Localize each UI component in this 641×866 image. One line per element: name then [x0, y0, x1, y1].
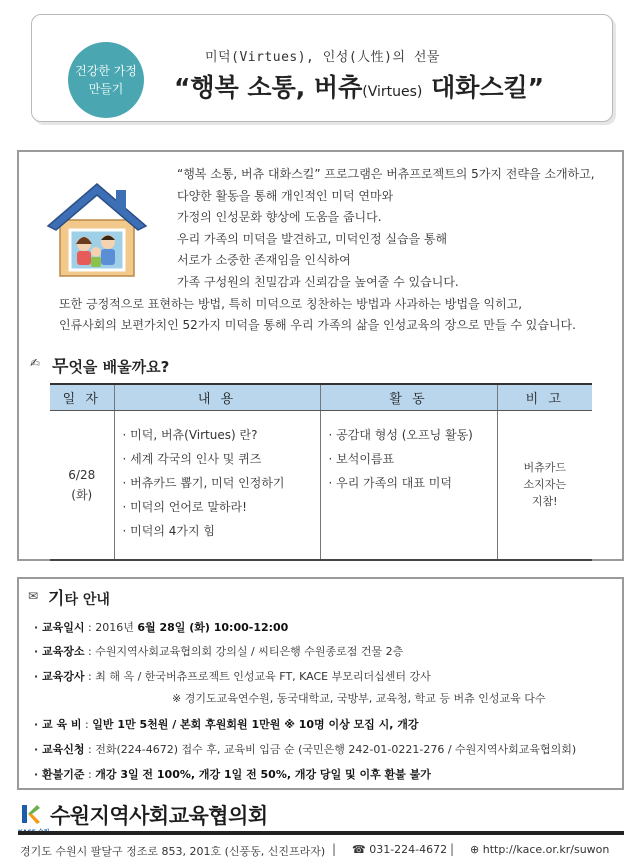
page-subtitle: 미덕(Virtues), 인성(人性)의 선물 — [205, 50, 440, 65]
footer-address: 경기도 수원시 팔달구 정조로 853, 201호 (신풍동, 신진프라자) — [20, 845, 326, 858]
list-item: · 미덕의 4가지 힘 — [123, 519, 320, 543]
phone-value: 031-224-4672 — [369, 843, 448, 856]
page-title — [174, 68, 544, 104]
website-value[interactable]: http://kace.or.kr/suwon — [482, 843, 610, 856]
lecturer-note: ※ 경기도교육연수원, 동국대학교, 국방부, 교육청, 학교 등 버츄 인성교육 다수 — [172, 692, 546, 705]
pen-icon: ✍ — [30, 356, 41, 370]
info-label: 교육강사 — [42, 670, 85, 683]
list-item: · 버츄카드 뽑기, 미덕 인정하기 — [123, 471, 320, 495]
info-label: 교육신청 — [42, 743, 85, 756]
phone-icon: ☎ — [352, 843, 370, 856]
info-label: 교 육 비 — [42, 718, 82, 731]
intro-text — [177, 164, 595, 293]
schedule-pre: 2016년 — [95, 621, 138, 634]
intro-line: “행복 소통, 버츄 대화스킬” 프로그램은 버츄프로젝트의 5가지 전략을 소개하고, — [177, 167, 595, 181]
footer-separator: | — [450, 842, 455, 856]
section-title-learn — [52, 352, 169, 377]
globe-icon: ⊕ — [470, 843, 483, 856]
list-item: · 우리 가족의 대표 미덕 — [329, 471, 497, 495]
org-name: 수원지역사회교육협의회 — [50, 804, 268, 828]
footer-phone — [352, 843, 447, 856]
schedule-bold: 6월 28일 (화) 10:00-12:00 — [137, 621, 289, 634]
title-small: (Virtues) — [362, 84, 423, 100]
list-item: · 미덕의 언어로 말하라! — [123, 495, 320, 519]
info-apply: · 교육신청 : 전화(224-4672) 접수 후, 교육비 입금 순 (국민은행 242-01-0221-276 / 수원지역사회교육협의회) — [34, 741, 576, 757]
kace-logo-icon — [19, 803, 41, 825]
intro-line: 인류사회의 보편가치인 52가지 미덕을 통해 우리 가족의 삶을 인성교육의 장으로 만들 수 있습니다. — [59, 318, 576, 332]
list-item: · 세계 각국의 인사 및 퀴즈 — [123, 447, 320, 471]
refund-value: 개강 3일 전 100%, 개강 1일 전 50%, 개강 당일 및 이후 환불 불가 — [95, 768, 431, 781]
list-item: · 공감대 형성 (오프닝 활동) — [329, 423, 497, 447]
family-house-icon — [46, 180, 148, 278]
table-header-row — [50, 384, 592, 410]
content-cell — [114, 410, 320, 560]
intro-line: 가정의 인성문화 향상에 도움을 줍니다. — [177, 210, 382, 224]
apply-value: 전화(224-4672) 접수 후, 교육비 입금 순 (국민은행 242-01-0221-276 / 수원지역사회교육협의회) — [95, 743, 577, 756]
activity-cell — [320, 410, 497, 560]
list-item: · 보석이름표 — [329, 447, 497, 471]
footer-rule — [18, 831, 624, 835]
intro-line: 또한 긍정적으로 표현하는 방법, 특히 미덕으로 칭찬하는 방법과 사과하는 방법을 익히고, — [59, 297, 523, 311]
place-value: 수원지역사회교육협의회 강의실 / 씨티은행 수원종로점 건물 2층 — [95, 645, 404, 658]
info-rest: 타 안내 — [64, 592, 110, 608]
footer-separator: | — [332, 842, 337, 856]
date-cell: 6/28 (화) — [50, 410, 114, 560]
info-place: · 교육장소 : 수원지역사회교육협의회 강의실 / 씨티은행 수원종로점 건물 2층 — [34, 643, 403, 659]
content-list — [115, 411, 320, 543]
intro-line: 가족 구성원의 친밀감과 신뢰감을 높여줄 수 있습니다. — [177, 274, 459, 289]
info-label: 교육장소 — [42, 645, 85, 658]
info-fee: · 교 육 비 : 일반 1만 5천원 / 본회 후원회원 1만원 ※ 10명 이상 모집 시, 개강 — [34, 716, 419, 732]
info-refund: · 환불기준 : 개강 3일 전 100%, 개강 1일 전 50%, 개강 당일 및 이후 환불 불가 — [34, 766, 431, 782]
footer-website[interactable] — [470, 843, 609, 856]
family-badge: 건강한 가정 만들기 — [68, 42, 144, 118]
activity-list — [321, 411, 497, 495]
learn-rest: 엇을 배울까요? — [68, 358, 170, 376]
intro-line: 다양한 활동을 통해 개인적인 미덕 연마와 — [177, 188, 394, 203]
intro-line: 우리 가족의 미덕을 발견하고, 미덕인정 실습을 통해 — [177, 231, 448, 246]
info-schedule: · 교육일시 : 2016년 6월 28일 (화) 10:00-12:00 — [34, 619, 288, 635]
learn-first: 무 — [52, 357, 69, 377]
intro-line: 서로가 소중한 존재임을 인식하여 — [177, 253, 351, 267]
col-header-activity: 활 동 — [320, 384, 497, 410]
col-header-date: 일 자 — [50, 384, 114, 410]
lecturer-value: 최 해 옥 / 한국버츄프로젝트 인성교육 FT, KACE 부모리더십센터 강사 — [95, 670, 431, 683]
table-row — [50, 410, 592, 560]
info-label: 교육일시 — [42, 621, 85, 634]
title-open: “행복 소통, 버츄 — [174, 73, 363, 102]
program-table — [50, 383, 592, 561]
col-header-note: 비 고 — [497, 384, 592, 410]
note-cell: 버츄카드 소지자는 지참! — [497, 410, 592, 560]
intro-text-full — [59, 294, 576, 336]
title-close: 대화스킬” — [422, 73, 545, 102]
info-lecturer: · 교육강사 : 최 해 옥 / 한국버츄프로젝트 인성교육 FT, KACE 부모리더십센터 강사 — [34, 668, 431, 684]
list-item: · 미덕, 버츄(Virtues) 란? — [123, 423, 320, 447]
envelope-icon: ✉ — [28, 589, 39, 603]
col-header-content: 내 용 — [114, 384, 320, 410]
section-title-info — [48, 584, 110, 609]
info-label: 환불기준 — [42, 768, 85, 781]
fee-value: 일반 1만 5천원 / 본회 후원회원 1만원 ※ 10명 이상 모집 시, 개강 — [92, 718, 419, 731]
info-first: 기 — [48, 589, 65, 609]
